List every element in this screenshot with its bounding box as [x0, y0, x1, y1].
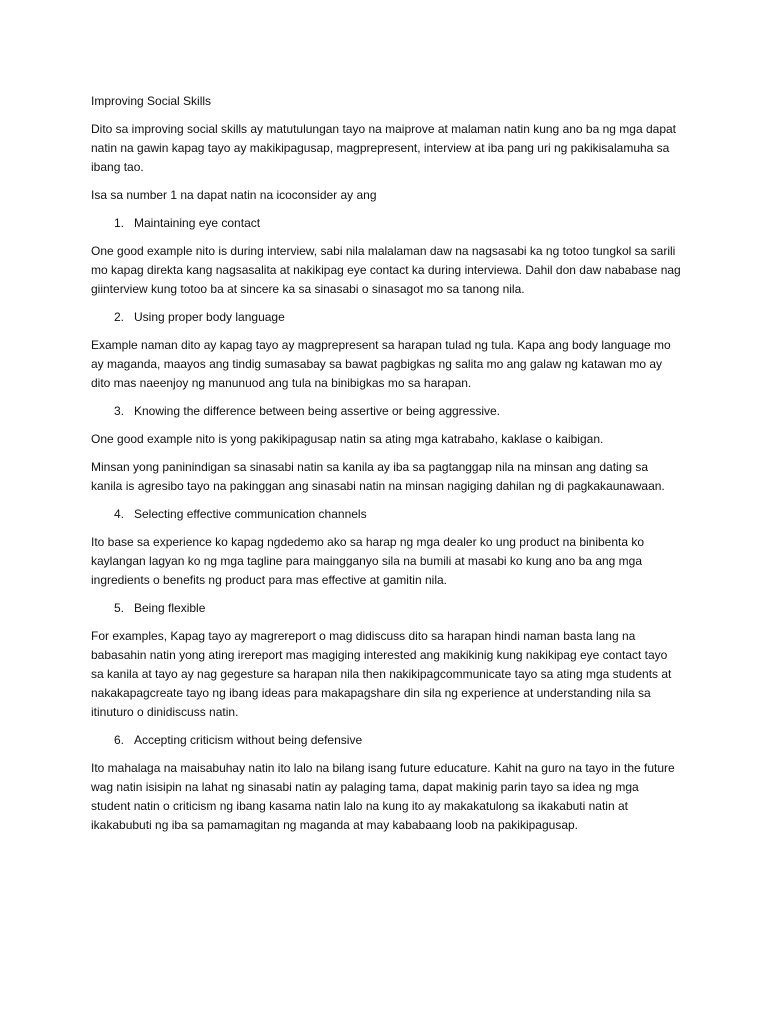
list-number: 6. — [114, 733, 125, 747]
list-number: 2. — [114, 310, 125, 324]
item-1-paragraph: One good example nito is during interview, sabi nila malalaman daw na nagsasabi ka ng totoo tungkol sa sarili mo kapag direkta kang nagsasalita at nakikipag eye contact ka during interviewa. Dahil don daw nababase nag giinterview kung totoo ba at sincere ka sa sinasabi o sinasagot mo sa tanong nila. — [91, 244, 681, 296]
document-body — [91, 92, 681, 844]
intro-paragraph: Dito sa improving social skills ay matutulungan tayo na maiprove at malaman natin kung ano ba ng mga dapat natin na gawin kapag tayo ay makikipagusap, magprepresent, interview at iba pang uri ng pakikisalamuha sa ibang tao. — [91, 122, 676, 174]
item-5-paragraph: For examples, Kapag tayo ay magrereport o mag didiscuss dito sa harapan hindi naman basta lang na babasahin natin yong ating irereport mas magiging interested ang makikinig kung nakikipag eye contact tayo sa kanila at tayo ay nag gegesture sa harapan nila then nakikipagcommunicate tayo sa ating mga students at nakakapagcreate tayo ng ibang ideas para makapagshare din sila ng experience at understanding nila sa itinuturo o dinidiscuss natin. — [91, 629, 672, 719]
list-number: 5. — [114, 601, 125, 615]
list-heading: Being flexible — [134, 601, 206, 615]
list-heading: Maintaining eye contact — [134, 216, 261, 230]
item-4-paragraph: Ito base sa experience ko kapag ngdedemo ako sa harap ng mga dealer ko ung product na binibenta ko kaylangan lagyan ko ng mga tagline para maingganyo sila na bumili at masabi ko kung ano ba ang mga ingredients o benefits ng product para mas effective at gamitin nila. — [91, 535, 645, 587]
item-2-paragraph: Example naman dito ay kapag tayo ay magprepresent sa harapan tulad ng tula. Kapa ang body language mo ay maganda, maayos ang tindig sumasabay sa bawat pagbigkas ng salita mo ang galaw ng katawan mo ay dito mas naeenjoy ng manunuod ang tula na binibigkas mo sa harapan. — [91, 338, 671, 390]
item-3-paragraph-1: One good example nito is yong pakikipagusap natin sa ating mga katrabaho, kaklase o kaibigan. — [91, 432, 604, 446]
list-item-5 — [91, 599, 681, 618]
list-heading: Selecting effective communication channels — [134, 507, 367, 521]
list-item-2 — [91, 308, 681, 327]
document-title: Improving Social Skills — [91, 94, 212, 108]
list-heading: Using proper body language — [134, 310, 285, 324]
list-number: 4. — [114, 507, 125, 521]
item-3-paragraph-2: Minsan yong paninindigan sa sinasabi natin sa kanila ay iba sa pagtanggap nila na minsan ang dating sa kanila is agresibo tayo na pakinggan ang sinasabi natin na minsan nagiging dahilan ng di pagkakaunawaan. — [91, 460, 665, 493]
list-number: 1. — [114, 216, 125, 230]
list-item-1 — [91, 214, 681, 233]
list-item-3 — [91, 402, 681, 421]
list-item-4 — [91, 505, 681, 524]
list-heading: Accepting criticism without being defensive — [134, 733, 363, 747]
item-6-paragraph: Ito mahalaga na maisabuhay natin ito lalo na bilang isang future educature. Kahit na guro na tayo in the future wag natin isisipin na lahat ng sinasabi natin ay palaging tama, dapat makinig parin tayo sa idea ng mga student natin o criticism ng ibang kasama natin lalo na kung ito ay makakatulong sa ikakabuti natin at ikakabubuti ng iba sa pamamagitan ng maganda at may kababaang loob na pakikipagusap. — [91, 761, 675, 832]
list-heading: Knowing the difference between being assertive or being aggressive. — [134, 404, 501, 418]
list-item-6 — [91, 731, 681, 750]
list-number: 3. — [114, 404, 125, 418]
lead-paragraph: Isa sa number 1 na dapat natin na icoconsider ay ang — [91, 188, 377, 202]
